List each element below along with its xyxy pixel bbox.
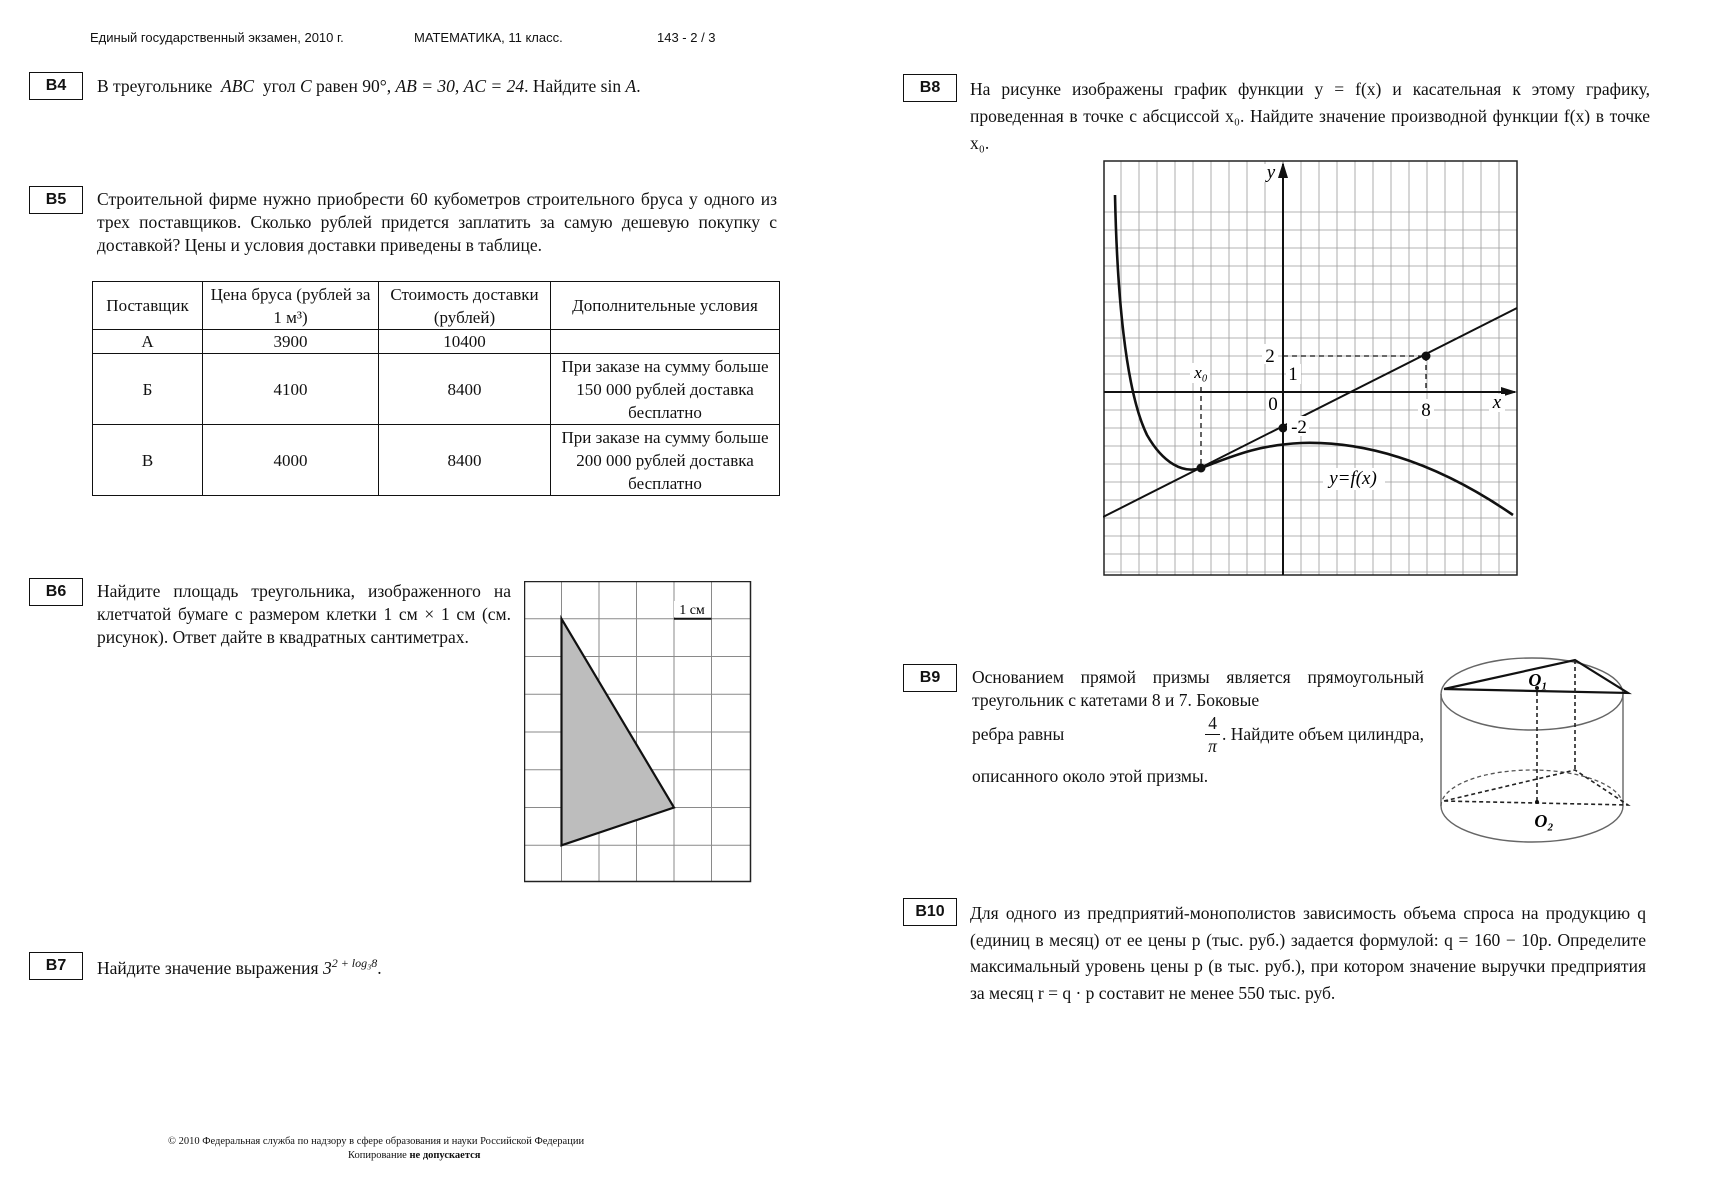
b8-label: B8 <box>903 74 957 102</box>
table-cell <box>551 330 780 354</box>
b9-text-2: ребра равны $\frac{4}{\pi}$ . Найдите объем цилиндра, <box>972 713 1424 756</box>
page-number: 143 - 2 / 3 <box>657 30 716 45</box>
b6-text: Найдите площадь треугольника, изображенного на клетчатой бумаге с размером клетки 1 см × 1 см (см. рисунок). Ответ дайте в квадратных сантиметрах. <box>97 581 511 647</box>
exam-title: Единый государственный экзамен, 2010 г. <box>90 30 344 45</box>
table-header: Стоимость доставки (рублей) <box>379 282 551 330</box>
table-cell: А <box>93 330 203 354</box>
label-2: 2 <box>1265 346 1275 367</box>
table-cell: При заказе на сумму больше 150 000 рублей доставка бесплатно <box>551 354 780 425</box>
b6-grid-figure <box>524 581 752 883</box>
table-header: Цена бруса (рублей за 1 м³) <box>203 282 379 330</box>
label-8: 8 <box>1421 400 1431 421</box>
table-cell: 4000 <box>203 425 379 496</box>
table-cell: 8400 <box>379 354 551 425</box>
y-axis-label: y <box>1266 162 1276 183</box>
b10-label: B10 <box>903 898 957 926</box>
supplier-table <box>92 281 780 496</box>
table-cell: При заказе на сумму больше 200 000 рублей доставка бесплатно <box>551 425 780 496</box>
b4-label: B4 <box>29 72 83 100</box>
b8-text: На рисунке изображены график функции y = f(x) и касательная к этому графику, проведенная в точке с абсциссой x₀. Найдите значение производной функции f(x) в точке x₀. <box>970 79 1650 153</box>
o1-label: O₁ <box>1528 670 1548 690</box>
copy-notice: Копирование не допускается <box>348 1150 481 1161</box>
table-cell: 10400 <box>379 330 551 354</box>
subject-title: МАТЕМАТИКА, 11 класс. <box>414 30 563 45</box>
table-cell: 8400 <box>379 425 551 496</box>
table-cell: В <box>93 425 203 496</box>
o2-label: O₂ <box>1534 811 1554 831</box>
table-header-row <box>93 282 780 330</box>
copyright-line: © 2010 Федеральная служба по надзору в сфере образования и науки Российской Федерации <box>168 1136 585 1147</box>
table-row <box>93 354 780 425</box>
label-1: 1 <box>1288 364 1298 385</box>
b9-cylinder-figure <box>1440 650 1640 850</box>
b6-label: B6 <box>29 578 83 606</box>
b10-text: Для одного из предприятий-монополистов зависимость объема спроса на продукцию q (единиц в месяц) от ее цены p (тыс. руб.) задается формулой: q = 160 − 10p. Определите максимальный уровень цены p (в тыс. руб.), при котором значение выручки предприятия за месяц r = q · p составит не менее 550 тыс. руб. <box>970 903 1646 1003</box>
table-cell: 4100 <box>203 354 379 425</box>
tangent-line <box>1103 308 1517 517</box>
b5-label: B5 <box>29 186 83 214</box>
b7-label: B7 <box>29 952 83 980</box>
table-row <box>93 330 780 354</box>
b9-text-3: описанного около этой призмы. <box>972 766 1209 786</box>
frac-numerator: 4 <box>1205 712 1220 735</box>
frac-denominator: π <box>1208 736 1217 756</box>
b5-text: Строительной фирме нужно приобрести 60 кубометров строительного бруса у одного из трех поставщиков. Сколько рублей придется заплатить за самую дешевую покупку с доставкой? Цены и условия доставки приведены в таблице. <box>97 189 777 255</box>
b8-graph <box>1103 160 1519 580</box>
table-header: Дополнительные условия <box>551 282 780 330</box>
curve-label: y=f(x) <box>1329 468 1377 489</box>
table-header: Поставщик <box>93 282 203 330</box>
table-row <box>93 425 780 496</box>
label-x0: x₀ <box>1194 363 1208 382</box>
y-intercept-point <box>1279 424 1288 433</box>
b7-text: Найдите значение выражения $3^{2 + log_38}$. <box>97 956 382 978</box>
table-cell: 3900 <box>203 330 379 354</box>
origin-label: 0 <box>1268 394 1278 415</box>
b4-text: В треугольнике ABC угол C равен 90°, AB = 30, AC = 24. Найдите sin A. <box>97 76 641 96</box>
x-axis-label: x <box>1492 392 1502 413</box>
scale-label: 1 см <box>679 603 705 618</box>
table-cell: Б <box>93 354 203 425</box>
tangent-point <box>1197 464 1206 473</box>
b9-label: B9 <box>903 664 957 692</box>
label-neg2: -2 <box>1291 417 1307 438</box>
point-8-2 <box>1422 352 1431 361</box>
b9-text-1: Основанием прямой призмы является прямоугольный треугольник с катетами 8 и 7. Боковые <box>972 667 1424 710</box>
